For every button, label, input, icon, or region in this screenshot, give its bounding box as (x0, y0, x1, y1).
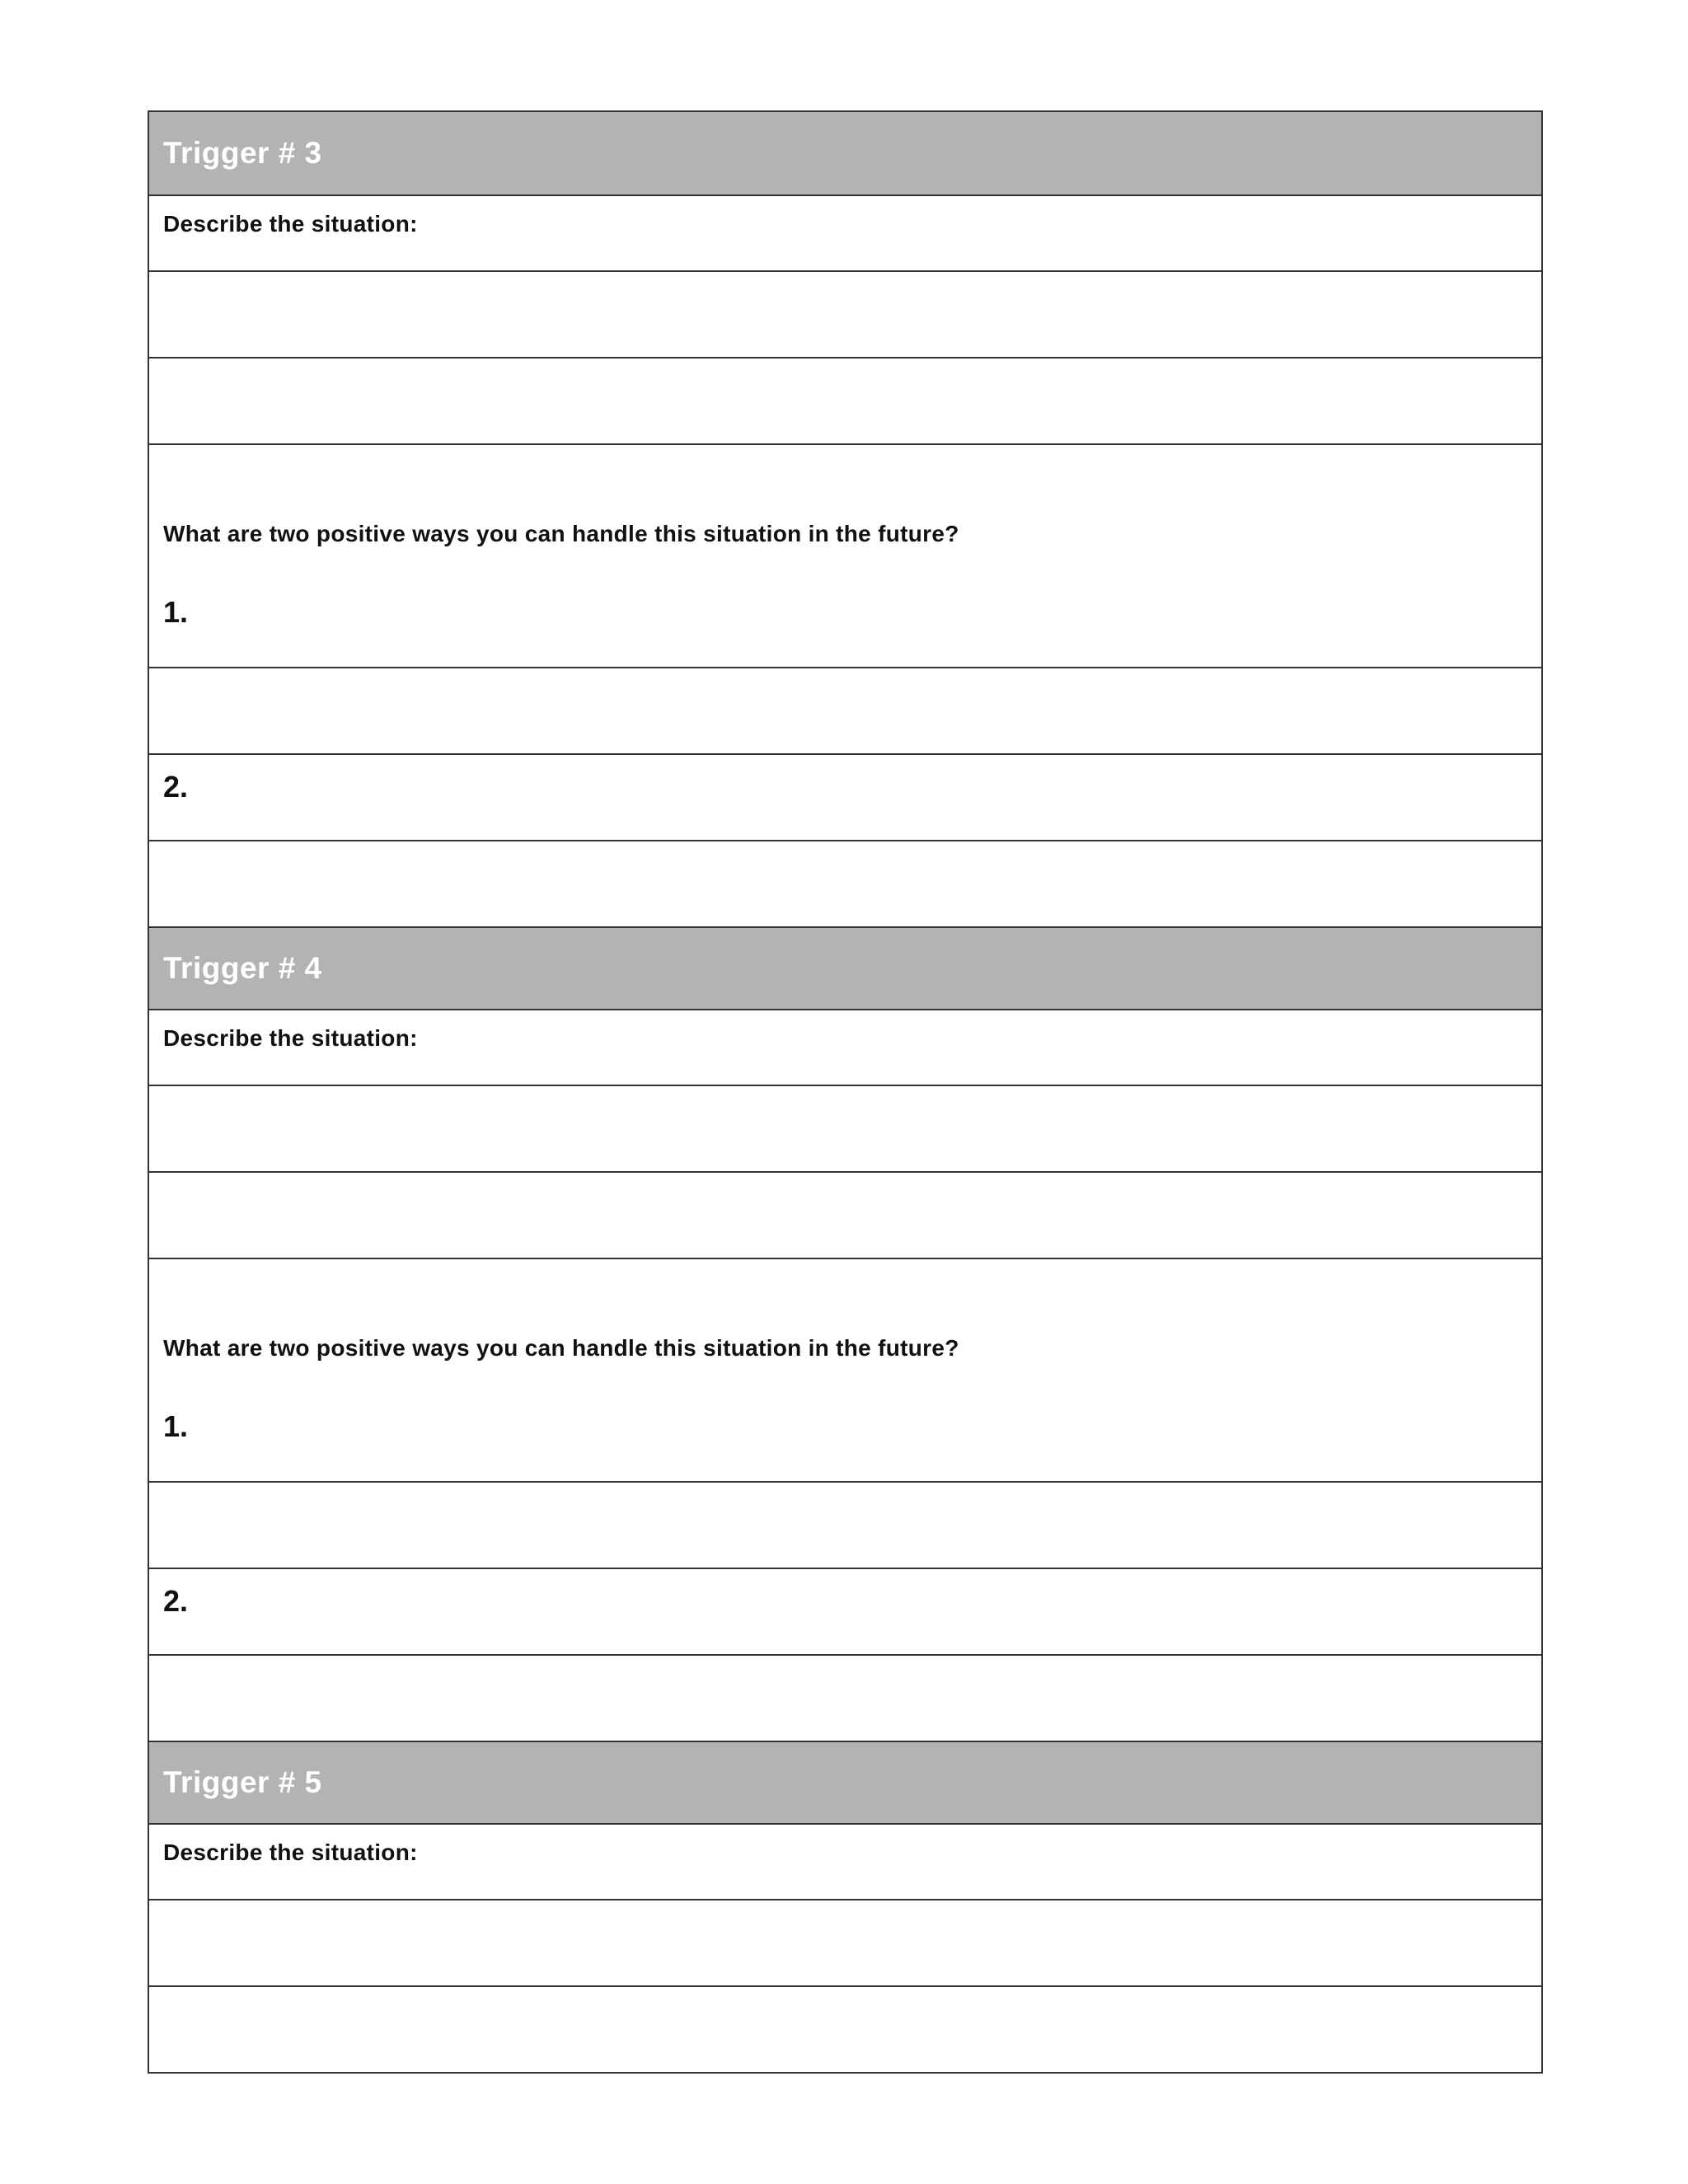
trigger-4-question-row[interactable] (149, 1258, 1541, 1481)
trigger-3-question: What are two positive ways you can handle this situation in the future? (163, 521, 959, 546)
trigger-5-header (149, 1741, 1541, 1823)
trigger-3-describe-label: Describe the situation: (163, 211, 418, 237)
trigger-5-describe-label: Describe the situation: (163, 1840, 418, 1865)
trigger-3-answer-line-1[interactable] (149, 270, 1541, 357)
trigger-4-answer-line-1[interactable] (149, 1085, 1541, 1171)
trigger-4-answer-line-2[interactable] (149, 1171, 1541, 1258)
trigger-3-item-2-row[interactable] (149, 753, 1541, 840)
trigger-4-item-1-number: 1. (163, 1409, 189, 1443)
trigger-3-item-1-line[interactable] (149, 667, 1541, 753)
trigger-5-answer-line-2[interactable] (149, 1985, 1541, 2072)
trigger-3-question-row[interactable] (149, 443, 1541, 667)
trigger-4-item-2-row[interactable] (149, 1568, 1541, 1654)
trigger-3-item-1-number: 1. (163, 595, 189, 629)
trigger-5-answer-line-1[interactable] (149, 1899, 1541, 1985)
trigger-3-answer-line-2[interactable] (149, 357, 1541, 443)
trigger-3-item-2-line[interactable] (149, 840, 1541, 926)
trigger-4-describe-label: Describe the situation: (163, 1025, 418, 1051)
trigger-3-describe-row (149, 194, 1541, 270)
trigger-4-header (149, 926, 1541, 1009)
trigger-3-title: Trigger # 3 (163, 136, 322, 170)
trigger-5-title: Trigger # 5 (163, 1765, 322, 1799)
trigger-4-title: Trigger # 4 (163, 951, 322, 985)
trigger-worksheet-table (148, 110, 1543, 2074)
trigger-3-header (149, 112, 1541, 194)
trigger-3-item-2-number: 2. (163, 770, 189, 804)
trigger-4-question: What are two positive ways you can handle this situation in the future? (163, 1335, 959, 1361)
trigger-5-describe-row (149, 1823, 1541, 1899)
trigger-4-item-1-line[interactable] (149, 1481, 1541, 1568)
trigger-4-item-2-line[interactable] (149, 1654, 1541, 1741)
trigger-4-describe-row (149, 1009, 1541, 1085)
trigger-4-item-2-number: 2. (163, 1584, 189, 1618)
